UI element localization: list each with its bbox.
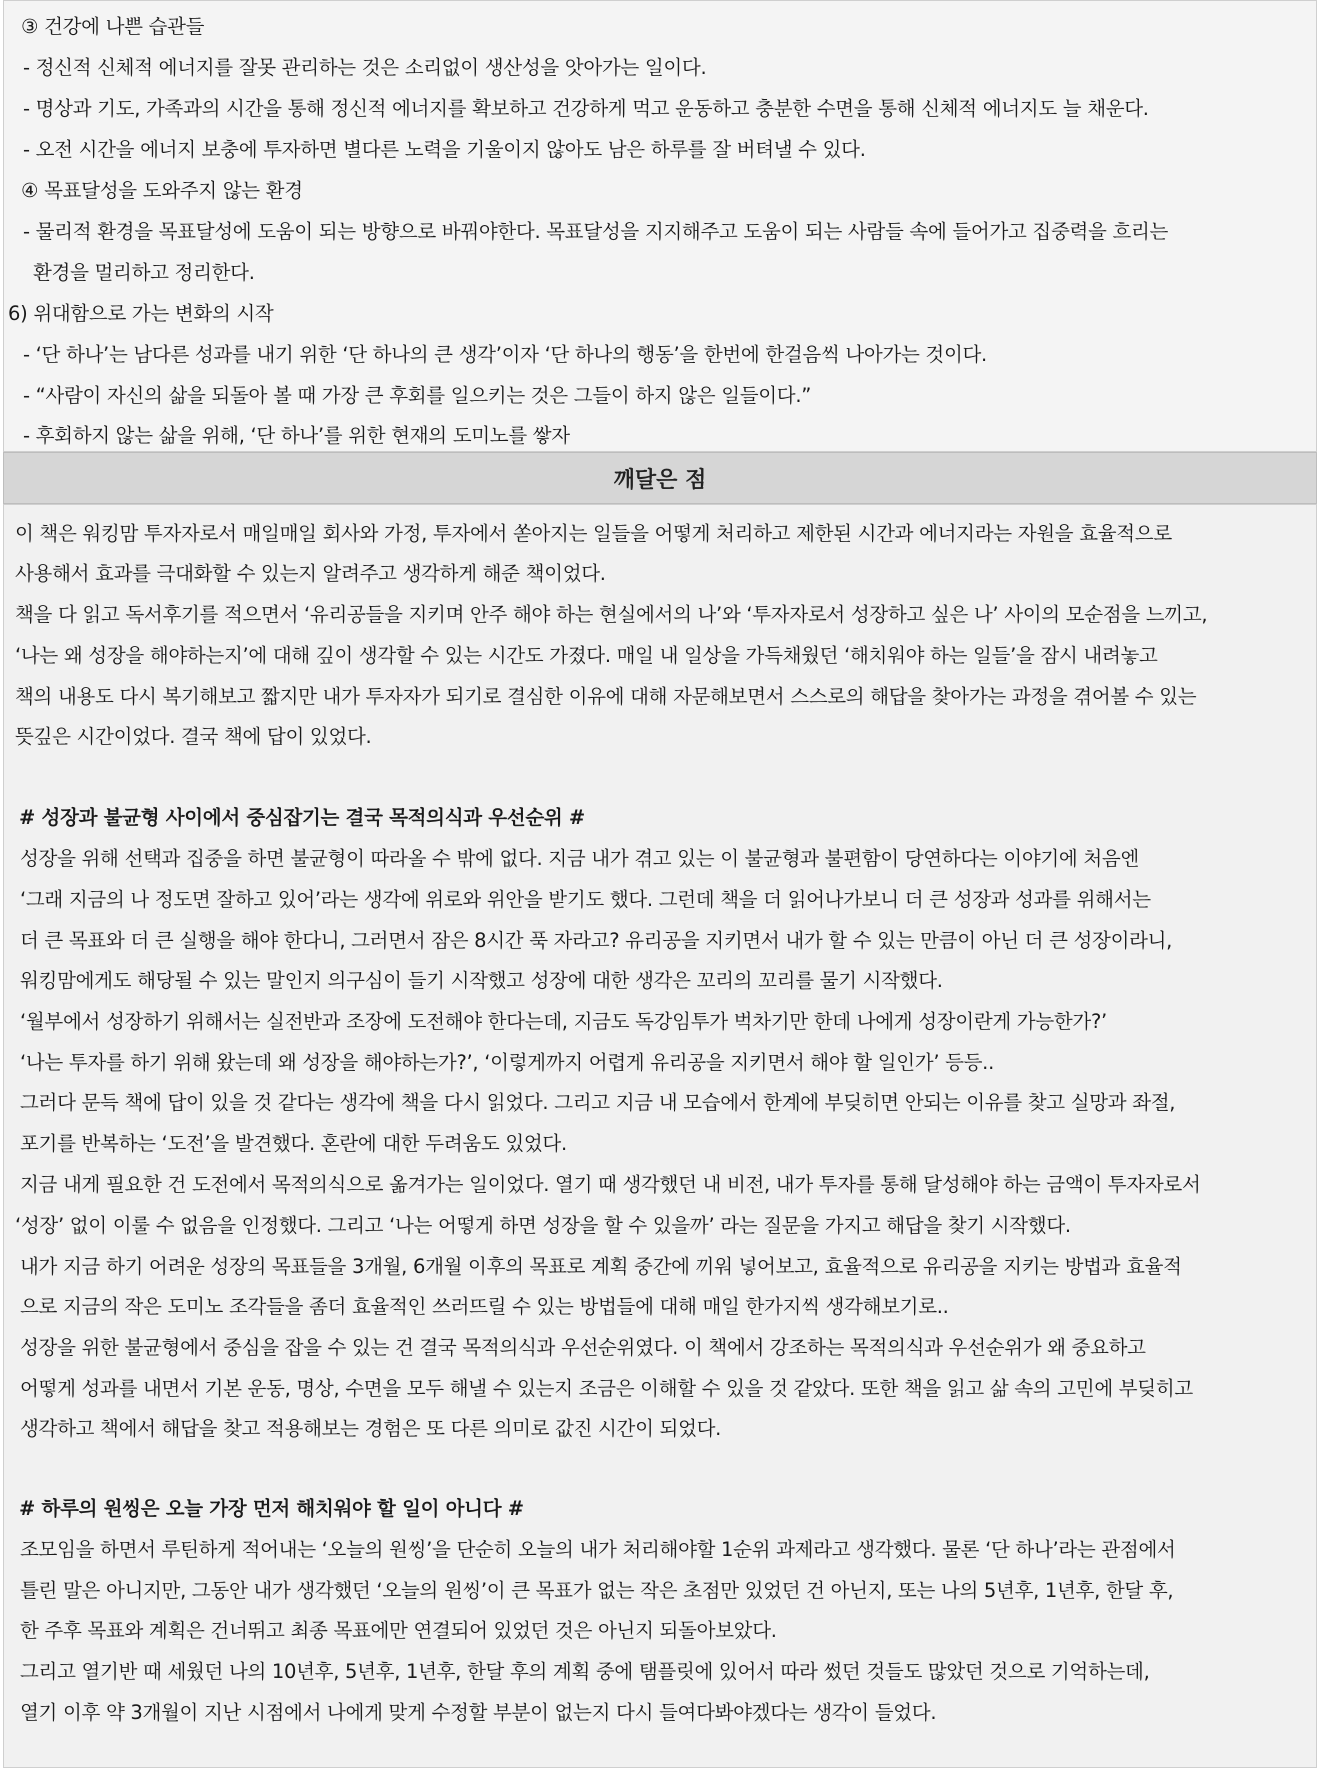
text-line: 뜻깊은 시간이었다. 결국 책에 답이 있었다. bbox=[15, 725, 372, 748]
text-line: 환경을 멀리하고 정리한다. bbox=[33, 261, 255, 284]
topic-heading-balance: # 성장과 불균형 사이에서 중심잡기는 결국 목적의식과 우선순위 # bbox=[19, 806, 585, 829]
reflection-section bbox=[3, 504, 1317, 1768]
text-line: 사용해서 효과를 극대화할 수 있는지 알려주고 생각하게 해준 책이었다. bbox=[15, 562, 606, 585]
text-line: - ‘단 하나’는 남다른 성과를 내기 위한 ‘단 하나의 큰 생각’이자 ‘단 하나의 행동’을 한번에 한걸음씩 나아가는 것이다. bbox=[23, 343, 987, 366]
text-line: 어떻게 성과를 내면서 기본 운동, 명상, 수면을 모두 해낼 수 있는지 조금은 이해할 수 있을 것 같았다. 또한 책을 읽고 삶 속의 고민에 부딪히고 bbox=[20, 1377, 1193, 1400]
text-line: 책의 내용도 다시 복기해보고 짧지만 내가 투자자가 되기로 결심한 이유에 대해 자문해보면서 스스로의 해답을 찾아가는 과정을 겪어볼 수 있는 bbox=[15, 685, 1197, 708]
text-line: 책을 다 읽고 독서후기를 적으면서 ‘유리공들을 지키며 안주 해야 하는 현실에서의 나’와 ‘투자자로서 성장하고 싶은 나’ 사이의 모순점을 느끼고, bbox=[15, 603, 1208, 626]
summary-section bbox=[3, 0, 1317, 452]
text-line: - 오전 시간을 에너지 보충에 투자하면 별다른 노력을 기울이지 않아도 남은 하루를 잘 버텨낼 수 있다. bbox=[23, 138, 866, 161]
text-line: 그러다 문득 책에 답이 있을 것 같다는 생각에 책을 다시 읽었다. 그리고 지금 내 모습에서 한계에 부딪히면 안되는 이유를 찾고 실망과 좌절, bbox=[20, 1091, 1176, 1114]
text-line: - 후회하지 않는 삶을 위해, ‘단 하나’를 위한 현재의 도미노를 쌓자 bbox=[23, 424, 570, 447]
text-line: ‘나는 투자를 하기 위해 왔는데 왜 성장을 해야하는가?’, ‘이렇게까지 어렵게 유리공을 지키면서 해야 할 일인가’ 등등.. bbox=[20, 1051, 994, 1074]
text-line: 그리고 열기반 때 세웠던 나의 10년후, 5년후, 1년후, 한달 후의 계획 중에 탬플릿에 있어서 따라 썼던 것들도 많았던 것으로 기억하는데, bbox=[20, 1660, 1150, 1683]
text-line: 포기를 반복하는 ‘도전’을 발견했다. 혼란에 대한 두려움도 있었다. bbox=[20, 1132, 567, 1155]
text-line: 지금 내게 필요한 건 도전에서 목적의식으로 옮겨가는 일이었다. 열기 때 생각했던 내 비전, 내가 투자를 통해 달성해야 하는 금액이 투자자로서 bbox=[20, 1173, 1201, 1196]
subheading-bad-habits: ③ 건강에 나쁜 습관들 bbox=[21, 15, 205, 38]
text-line: 한 주후 목표와 계획은 건너뛰고 최종 목표에만 연결되어 있었던 것은 아닌지 되돌아보았다. bbox=[20, 1619, 777, 1642]
text-line: 더 큰 목표와 더 큰 실행을 해야 한다니, 그러면서 잠은 8시간 푹 자라고? 유리공을 지키면서 내가 할 수 있는 만큼이 아닌 더 큰 성장이라니, bbox=[20, 929, 1173, 952]
text-line: ‘월부에서 성장하기 위해서는 실전반과 조장에 도전해야 한다는데, 지금도 독강임투가 벅차기만 한데 나에게 성장이란게 가능한가?’ bbox=[20, 1010, 1107, 1033]
text-line: 생각하고 책에서 해답을 찾고 적용해보는 경험은 또 다른 의미로 값진 시간이 되었다. bbox=[20, 1417, 722, 1440]
text-line: ‘그래 지금의 나 정도면 잘하고 있어’라는 생각에 위로와 위안을 받기도 했다. 그런데 책을 더 읽어나가보니 더 큰 성장과 성과를 위해서는 bbox=[20, 888, 1151, 911]
text-line: 열기 이후 약 3개월이 지난 시점에서 나에게 맞게 수정할 부분이 없는지 다시 들여다봐야겠다는 생각이 들었다. bbox=[20, 1701, 937, 1724]
text-line: 성장을 위해 선택과 집중을 하면 불균형이 따라올 수 밖에 없다. 지금 내가 겪고 있는 이 불균형과 불편함이 당연하다는 이야기에 처음엔 bbox=[20, 847, 1139, 870]
text-line: 이 책은 워킹맘 투자자로서 매일매일 회사와 가정, 투자에서 쏟아지는 일들을 어떻게 처리하고 제한된 시간과 에너지라는 자원을 효율적으로 bbox=[15, 522, 1172, 545]
subheading-environment: ④ 목표달성을 도와주지 않는 환경 bbox=[21, 179, 303, 202]
text-line: ‘성장’ 없이 이룰 수 없음을 인정했다. 그리고 ‘나는 어떻게 하면 성장을 할 수 있을까’ 라는 질문을 가지고 해답을 찾기 시작했다. bbox=[15, 1214, 1071, 1237]
text-line: 조모임을 하면서 루틴하게 적어내는 ‘오늘의 원씽’을 단순히 오늘의 내가 처리해야할 1순위 과제라고 생각했다. 물론 ‘단 하나’라는 관점에서 bbox=[20, 1538, 1176, 1561]
section-title: 깨달은 점 bbox=[613, 467, 707, 493]
text-line: - 명상과 기도, 가족과의 시간을 통해 정신적 에너지를 확보하고 건강하게 먹고 운동하고 충분한 수면을 통해 신체적 에너지도 늘 채운다. bbox=[23, 97, 1149, 120]
topic-heading-one-thing: # 하루의 원씽은 오늘 가장 먼저 해치워야 할 일이 아니다 # bbox=[19, 1497, 524, 1520]
text-line: ‘나는 왜 성장을 해야하는지’에 대해 깊이 생각할 수 있는 시간도 가졌다. 매일 내 일상을 가득채웠던 ‘해치워야 하는 일들’을 잠시 내려놓고 bbox=[15, 644, 1158, 667]
text-line: 으로 지금의 작은 도미노 조각들을 좀더 효율적인 쓰러뜨릴 수 있는 방법들에 대해 매일 한가지씩 생각해보기로.. bbox=[20, 1295, 949, 1318]
text-line: - 정신적 신체적 에너지를 잘못 관리하는 것은 소리없이 생산성을 앗아가는 일이다. bbox=[23, 56, 707, 79]
subheading-greatness: 6) 위대함으로 가는 변화의 시작 bbox=[8, 302, 274, 325]
text-line: 워킹맘에게도 해당될 수 있는 말인지 의구심이 들기 시작했고 성장에 대한 생각은 꼬리의 꼬리를 물기 시작했다. bbox=[20, 969, 943, 992]
text-line: - 물리적 환경을 목표달성에 도움이 되는 방향으로 바꿔야한다. 목표달성을 지지해주고 도움이 되는 사람들 속에 들어가고 집중력을 흐리는 bbox=[23, 220, 1169, 243]
text-line: - “사람이 자신의 삶을 되돌아 볼 때 가장 큰 후회를 일으키는 것은 그들이 하지 않은 일들이다.” bbox=[23, 384, 812, 407]
text-line: 내가 지금 하기 어려운 성장의 목표들을 3개월, 6개월 이후의 목표로 계획 중간에 끼워 넣어보고, 효율적으로 유리공을 지키는 방법과 효율적 bbox=[20, 1255, 1182, 1278]
text-line: 성장을 위한 불균형에서 중심을 잡을 수 있는 건 결국 목적의식과 우선순위였다. 이 책에서 강조하는 목적의식과 우선순위가 왜 중요하고 bbox=[20, 1336, 1146, 1359]
text-line: 틀린 말은 아니지만, 그동안 내가 생각했던 ‘오늘의 원씽’이 큰 목표가 없는 작은 초점만 있었던 건 아닌지, 또는 나의 5년후, 1년후, 한달 후, bbox=[20, 1579, 1174, 1602]
section-header bbox=[3, 452, 1317, 504]
